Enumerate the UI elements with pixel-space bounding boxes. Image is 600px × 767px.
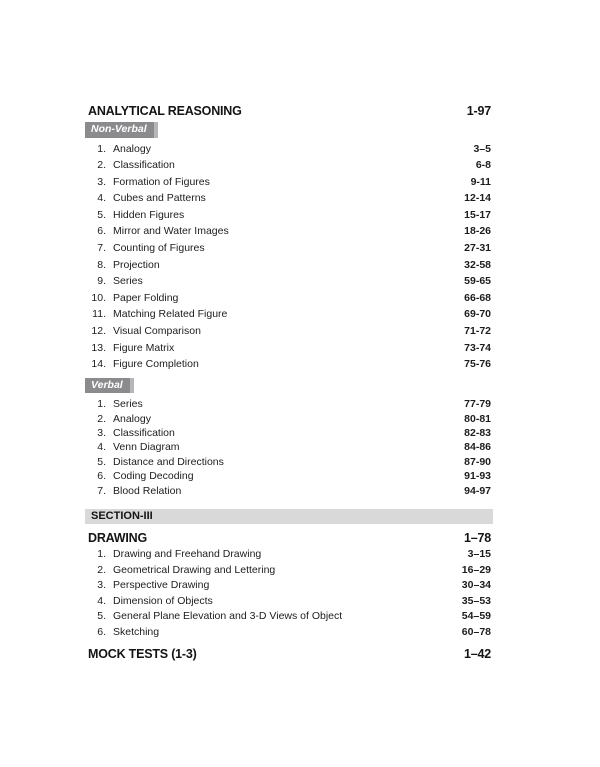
toc-item-label: Mirror and Water Images bbox=[113, 225, 229, 238]
toc-item-pages: 9-11 bbox=[470, 175, 491, 188]
toc-item-pages: 87-90 bbox=[464, 455, 491, 468]
toc-item bbox=[88, 626, 491, 642]
toc-item-number: 6. bbox=[97, 225, 106, 238]
toc-item bbox=[88, 192, 491, 209]
toc-item-pages: 18-26 bbox=[464, 225, 491, 238]
toc-item-label: Paper Folding bbox=[113, 291, 179, 304]
toc-item-pages: 91-93 bbox=[464, 470, 491, 483]
toc-item-pages: 6-8 bbox=[475, 159, 491, 172]
toc-item-label: Formation of Figures bbox=[113, 175, 210, 188]
toc-item bbox=[88, 456, 491, 470]
toc-item-pages: 3–15 bbox=[467, 548, 491, 561]
toc-item bbox=[88, 398, 491, 412]
toc-item-label: Series bbox=[113, 275, 143, 288]
verbal-item-list bbox=[88, 398, 491, 499]
toc-item-pages: 82-83 bbox=[464, 427, 491, 440]
section-pages-drawing: 1–78 bbox=[463, 531, 491, 546]
toc-item-label: Figure Matrix bbox=[113, 341, 175, 354]
toc-item-number: 6. bbox=[97, 470, 106, 483]
toc-item-label: Dimension of Objects bbox=[113, 594, 213, 607]
toc-item-label: Classification bbox=[113, 159, 175, 172]
toc-item-label: Geometrical Drawing and Lettering bbox=[113, 563, 276, 576]
toc-item-pages: 16–29 bbox=[461, 563, 491, 576]
toc-item bbox=[88, 292, 491, 309]
toc-item-label: Visual Comparison bbox=[113, 325, 201, 338]
toc-item-pages: 73-74 bbox=[464, 341, 491, 354]
toc-item-pages: 71-72 bbox=[464, 325, 491, 338]
toc-item-pages: 15-17 bbox=[464, 208, 491, 221]
toc-item-label: Classification bbox=[113, 427, 175, 440]
toc-item-label: Sketching bbox=[113, 626, 160, 639]
toc-item-number: 5. bbox=[97, 208, 106, 221]
section-heading-drawing bbox=[88, 531, 491, 545]
toc-item-label: Analogy bbox=[113, 412, 151, 425]
toc-item-number: 2. bbox=[97, 159, 106, 172]
toc-item-pages: 80-81 bbox=[464, 412, 491, 425]
toc-item bbox=[88, 242, 491, 259]
toc-item-pages: 32-58 bbox=[464, 258, 491, 271]
toc-item-pages: 84-86 bbox=[464, 441, 491, 454]
toc-item-label: Projection bbox=[113, 258, 160, 271]
toc-item-label: Venn Diagram bbox=[113, 441, 180, 454]
toc-item-number: 4. bbox=[97, 594, 106, 607]
toc-item bbox=[88, 225, 491, 242]
toc-item bbox=[88, 610, 491, 626]
toc-item-pages: 69-70 bbox=[464, 308, 491, 321]
toc-item-pages: 75-76 bbox=[464, 358, 491, 371]
subsection-badge-non-verbal: Non-Verbal bbox=[85, 122, 158, 138]
toc-item-number: 1. bbox=[97, 548, 106, 561]
toc-item-label: Blood Relation bbox=[113, 484, 182, 497]
toc-item bbox=[88, 209, 491, 226]
toc-item-number: 1. bbox=[97, 398, 106, 411]
toc-item-pages: 54–59 bbox=[461, 610, 491, 623]
toc-item-number: 6. bbox=[97, 626, 106, 639]
toc-item bbox=[88, 308, 491, 325]
toc-item-label: Hidden Figures bbox=[113, 208, 185, 221]
toc-item-pages: 94-97 bbox=[464, 484, 491, 497]
toc-item bbox=[88, 413, 491, 427]
toc-item-label: Counting of Figures bbox=[113, 242, 205, 255]
toc-item bbox=[88, 176, 491, 193]
toc-item-number: 11. bbox=[92, 308, 106, 321]
section-title-drawing: DRAWING bbox=[88, 531, 148, 546]
toc-item-number: 9. bbox=[97, 275, 106, 288]
toc-item-label: Distance and Directions bbox=[113, 455, 224, 468]
toc-item-number: 10. bbox=[91, 291, 106, 304]
toc-item bbox=[88, 564, 491, 580]
toc-item-pages: 3–5 bbox=[473, 142, 491, 155]
toc-item bbox=[88, 548, 491, 564]
section-pages-analytical: 1-97 bbox=[466, 104, 491, 118]
toc-item-number: 13. bbox=[91, 341, 106, 354]
toc-item-label: Drawing and Freehand Drawing bbox=[113, 548, 262, 561]
toc-item bbox=[88, 342, 491, 359]
toc-item bbox=[88, 579, 491, 595]
toc-item-number: 7. bbox=[97, 484, 106, 497]
toc-item-number: 2. bbox=[97, 412, 106, 425]
toc-item-label: Analogy bbox=[113, 142, 151, 155]
toc-item bbox=[88, 325, 491, 342]
toc-item-label: Figure Completion bbox=[113, 358, 199, 371]
toc-item-number: 4. bbox=[97, 441, 106, 454]
section-title-analytical: ANALYTICAL REASONING bbox=[88, 104, 242, 118]
toc-item bbox=[88, 259, 491, 276]
toc-item-pages: 59-65 bbox=[464, 275, 491, 288]
toc-item bbox=[88, 275, 491, 292]
toc-item-number: 5. bbox=[97, 455, 106, 468]
toc-item-label: Cubes and Patterns bbox=[113, 192, 206, 205]
toc-item-pages: 60–78 bbox=[461, 626, 491, 639]
toc-item-number: 1. bbox=[97, 142, 106, 155]
toc-item bbox=[88, 485, 491, 499]
toc-item-pages: 12-14 bbox=[464, 192, 491, 205]
toc-item-pages: 35–53 bbox=[461, 594, 491, 607]
section-heading-mock-tests bbox=[88, 647, 491, 661]
toc-item-pages: 77-79 bbox=[464, 398, 491, 411]
section-title-mock-tests: MOCK TESTS (1-3) bbox=[88, 646, 197, 661]
toc-item-pages: 66-68 bbox=[464, 291, 491, 304]
toc-item-number: 8. bbox=[97, 258, 106, 271]
toc-item-number: 3. bbox=[97, 427, 106, 440]
non-verbal-item-list bbox=[88, 143, 491, 375]
toc-item bbox=[88, 427, 491, 441]
toc-item bbox=[88, 358, 491, 375]
toc-item-number: 4. bbox=[97, 192, 106, 205]
toc-item-number: 3. bbox=[97, 579, 106, 592]
toc-item-label: Perspective Drawing bbox=[113, 579, 210, 592]
toc-item bbox=[88, 143, 491, 160]
drawing-item-list bbox=[88, 548, 491, 642]
toc-item-number: 12. bbox=[91, 325, 106, 338]
toc-item-label: Series bbox=[113, 398, 143, 411]
toc-item-number: 3. bbox=[97, 175, 106, 188]
toc-item-pages: 27-31 bbox=[464, 242, 491, 255]
toc-item bbox=[88, 595, 491, 611]
section-band-title: SECTION-III bbox=[85, 509, 493, 524]
toc-item bbox=[88, 470, 491, 484]
toc-item-label: Coding Decoding bbox=[113, 470, 194, 483]
toc-item-number: 14. bbox=[91, 358, 106, 371]
toc-item bbox=[88, 441, 491, 455]
toc-item-number: 5. bbox=[97, 610, 106, 623]
section-heading-analytical bbox=[88, 104, 491, 118]
toc-item-label: Matching Related Figure bbox=[113, 308, 228, 321]
toc-item-label: General Plane Elevation and 3-D Views of Object bbox=[113, 610, 343, 623]
toc-item-pages: 30–34 bbox=[461, 579, 491, 592]
subsection-badge-verbal: Verbal bbox=[85, 378, 134, 394]
toc-page bbox=[88, 104, 491, 661]
toc-item-number: 7. bbox=[97, 242, 106, 255]
toc-item-number: 2. bbox=[97, 563, 106, 576]
toc-item bbox=[88, 159, 491, 176]
section-pages-mock-tests: 1–42 bbox=[463, 646, 491, 661]
